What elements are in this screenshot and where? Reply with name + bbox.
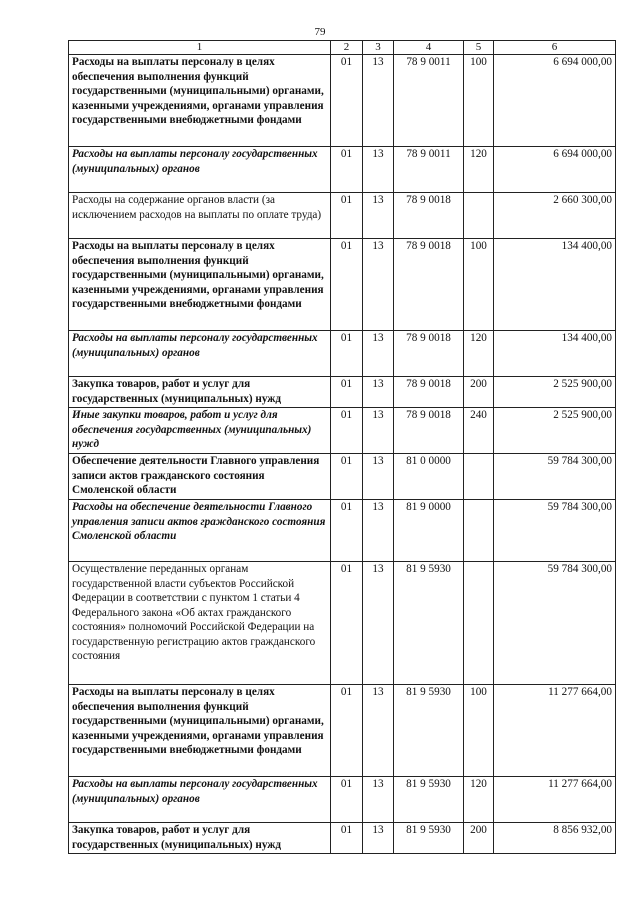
- row-expense-type: 100: [464, 685, 494, 777]
- row-target-article: 81 9 0000: [394, 500, 464, 562]
- row-section: 01: [331, 331, 363, 377]
- row-section: 01: [331, 454, 363, 500]
- row-section: 01: [331, 685, 363, 777]
- row-expense-type: 120: [464, 777, 494, 823]
- row-name: Закупка товаров, работ и услуг для государственных (муниципальных) нужд: [69, 377, 331, 408]
- row-target-article: 78 9 0018: [394, 408, 464, 454]
- row-amount: 8 856 932,00: [494, 823, 616, 854]
- header-row: [69, 41, 616, 55]
- row-amount: 59 784 300,00: [494, 500, 616, 562]
- row-target-article: 81 9 5930: [394, 685, 464, 777]
- table-row: [69, 239, 616, 331]
- row-amount: 2 660 300,00: [494, 193, 616, 239]
- row-subsection: 13: [363, 377, 394, 408]
- row-section: 01: [331, 500, 363, 562]
- header-col-5: 5: [464, 41, 494, 55]
- row-expense-type: 100: [464, 55, 494, 147]
- page-number: 79: [314, 26, 326, 38]
- row-name: Расходы на выплаты персоналу в целях обеспечения выполнения функций государственными (муниципальными) органами, казенными учреждениями, органами управления государственными внебюджетными фондами: [69, 239, 331, 331]
- row-expense-type: 200: [464, 377, 494, 408]
- row-amount: 134 400,00: [494, 331, 616, 377]
- row-target-article: 81 0 0000: [394, 454, 464, 500]
- row-target-article: 78 9 0018: [394, 331, 464, 377]
- table-row: [69, 777, 616, 823]
- table-body: [69, 55, 616, 854]
- row-name: Расходы на обеспечение деятельности Главного управления записи актов гражданского состояния Смоленской области: [69, 500, 331, 562]
- row-target-article: 78 9 0011: [394, 147, 464, 193]
- row-amount: 59 784 300,00: [494, 454, 616, 500]
- row-subsection: 13: [363, 562, 394, 685]
- row-target-article: 78 9 0011: [394, 55, 464, 147]
- header-col-4: 4: [394, 41, 464, 55]
- row-subsection: 13: [363, 823, 394, 854]
- row-target-article: 81 9 5930: [394, 562, 464, 685]
- row-section: 01: [331, 377, 363, 408]
- table-row: [69, 147, 616, 193]
- row-name: Расходы на выплаты персоналу государственных (муниципальных) органов: [69, 331, 331, 377]
- row-section: 01: [331, 239, 363, 331]
- table-row: [69, 408, 616, 454]
- row-target-article: 78 9 0018: [394, 377, 464, 408]
- row-expense-type: 120: [464, 331, 494, 377]
- row-expense-type: [464, 193, 494, 239]
- row-name: Обеспечение деятельности Главного управления записи актов гражданского состояния Смоленской области: [69, 454, 331, 500]
- table-row: [69, 562, 616, 685]
- row-expense-type: 200: [464, 823, 494, 854]
- row-expense-type: 100: [464, 239, 494, 331]
- row-section: 01: [331, 777, 363, 823]
- table-row: [69, 685, 616, 777]
- row-subsection: 13: [363, 55, 394, 147]
- row-section: 01: [331, 562, 363, 685]
- header-col-1: 1: [69, 41, 331, 55]
- row-subsection: 13: [363, 239, 394, 331]
- row-expense-type: [464, 562, 494, 685]
- row-name: Расходы на выплаты персоналу в целях обеспечения выполнения функций государственными (муниципальными) органами, казенными учреждениями, органами управления государственными внебюджетными фондами: [69, 685, 331, 777]
- row-name: Расходы на выплаты персоналу в целях обеспечения выполнения функций государственными (муниципальными) органами, казенными учреждениями, органами управления государственными внебюджетными фондами: [69, 55, 331, 147]
- row-section: 01: [331, 147, 363, 193]
- row-amount: 59 784 300,00: [494, 562, 616, 685]
- header-col-3: 3: [363, 41, 394, 55]
- row-expense-type: 120: [464, 147, 494, 193]
- row-amount: 11 277 664,00: [494, 685, 616, 777]
- header-col-2: 2: [331, 41, 363, 55]
- table-row: [69, 193, 616, 239]
- row-amount: 11 277 664,00: [494, 777, 616, 823]
- table-row: [69, 823, 616, 854]
- row-expense-type: [464, 454, 494, 500]
- row-subsection: 13: [363, 454, 394, 500]
- row-section: 01: [331, 55, 363, 147]
- header-col-6: 6: [494, 41, 616, 55]
- row-target-article: 81 9 5930: [394, 823, 464, 854]
- row-name: Иные закупки товаров, работ и услуг для обеспечения государственных (муниципальных) нужд: [69, 408, 331, 454]
- row-name: Расходы на выплаты персоналу государственных (муниципальных) органов: [69, 777, 331, 823]
- row-subsection: 13: [363, 685, 394, 777]
- row-target-article: 78 9 0018: [394, 193, 464, 239]
- row-name: Расходы на содержание органов власти (за исключением расходов на выплаты по оплате труда): [69, 193, 331, 239]
- row-target-article: 78 9 0018: [394, 239, 464, 331]
- row-subsection: 13: [363, 500, 394, 562]
- table-row: [69, 55, 616, 147]
- row-name: Расходы на выплаты персоналу государственных (муниципальных) органов: [69, 147, 331, 193]
- row-target-article: 81 9 5930: [394, 777, 464, 823]
- row-amount: 2 525 900,00: [494, 377, 616, 408]
- table-row: [69, 454, 616, 500]
- budget-table: [68, 40, 616, 854]
- row-name: Осуществление переданных органам государственной власти субъектов Российской Федерации в соответствии с пунктом 1 статьи 4 Федерального закона «Об актах гражданского состояния» полномочий Российской Федерации на государственную регистрацию актов гражданского состояния: [69, 562, 331, 685]
- row-section: 01: [331, 408, 363, 454]
- row-name: Закупка товаров, работ и услуг для государственных (муниципальных) нужд: [69, 823, 331, 854]
- row-section: 01: [331, 193, 363, 239]
- row-amount: 134 400,00: [494, 239, 616, 331]
- table-row: [69, 331, 616, 377]
- row-expense-type: 240: [464, 408, 494, 454]
- row-expense-type: [464, 500, 494, 562]
- row-amount: 6 694 000,00: [494, 55, 616, 147]
- row-subsection: 13: [363, 193, 394, 239]
- row-subsection: 13: [363, 331, 394, 377]
- row-subsection: 13: [363, 777, 394, 823]
- table-row: [69, 500, 616, 562]
- row-subsection: 13: [363, 408, 394, 454]
- table-row: [69, 377, 616, 408]
- row-amount: 6 694 000,00: [494, 147, 616, 193]
- row-subsection: 13: [363, 147, 394, 193]
- row-section: 01: [331, 823, 363, 854]
- row-amount: 2 525 900,00: [494, 408, 616, 454]
